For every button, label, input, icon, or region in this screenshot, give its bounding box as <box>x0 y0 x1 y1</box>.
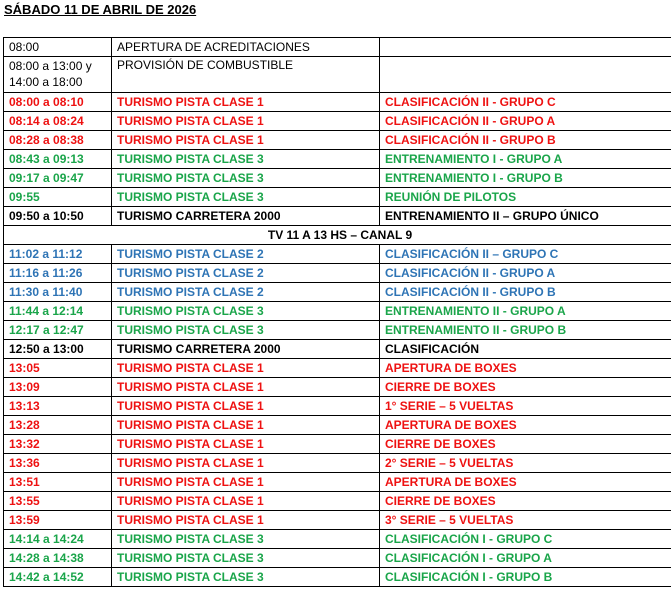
activity-cell: ENTRENAMIENTO II - GRUPO A <box>380 302 671 321</box>
time-cell: 11:44 a 12:14 <box>4 302 112 321</box>
activity-cell: CLASIFICACIÓN <box>380 340 671 359</box>
schedule-row <box>4 549 671 568</box>
activity-cell: CLASIFICACIÓN II - GRUPO B <box>380 283 671 302</box>
activity-cell: CLASIFICACIÓN I - GRUPO B <box>380 568 671 587</box>
category-cell: TURISMO PISTA CLASE 1 <box>112 397 380 416</box>
time-cell: 13:05 <box>4 359 112 378</box>
activity-cell: CIERRE DE BOXES <box>380 378 671 397</box>
schedule-row <box>4 188 671 207</box>
category-cell: TURISMO PISTA CLASE 3 <box>112 150 380 169</box>
schedule-row <box>4 150 671 169</box>
schedule-row <box>4 57 671 93</box>
time-cell: 14:14 a 14:24 <box>4 530 112 549</box>
schedule-row <box>4 397 671 416</box>
category-cell: TURISMO PISTA CLASE 3 <box>112 568 380 587</box>
activity-cell: ENTRENAMIENTO I - GRUPO B <box>380 169 671 188</box>
broadcast-note: TV 11 A 13 HS – CANAL 9 <box>4 226 671 245</box>
time-cell: 13:09 <box>4 378 112 397</box>
category-cell: TURISMO PISTA CLASE 1 <box>112 454 380 473</box>
activity-cell: CLASIFICACIÓN II - GRUPO C <box>380 93 671 112</box>
time-cell: 14:42 a 14:52 <box>4 568 112 587</box>
time-cell: 11:16 a 11:26 <box>4 264 112 283</box>
time-cell: 08:28 a 08:38 <box>4 131 112 150</box>
time-cell: 08:00 a 13:00 y 14:00 a 18:00 <box>4 57 112 93</box>
schedule-row <box>4 568 671 587</box>
schedule-row <box>4 511 671 530</box>
schedule-row <box>4 359 671 378</box>
schedule-row <box>4 283 671 302</box>
schedule-row <box>4 112 671 131</box>
activity-cell: CLASIFICACIÓN I - GRUPO C <box>380 530 671 549</box>
schedule-body <box>4 38 671 587</box>
activity-cell: APERTURA DE BOXES <box>380 416 671 435</box>
schedule-row <box>4 169 671 188</box>
category-cell: TURISMO PISTA CLASE 1 <box>112 473 380 492</box>
schedule-row <box>4 302 671 321</box>
activity-cell <box>380 38 671 57</box>
schedule-table <box>3 37 671 587</box>
activity-cell: CLASIFICACIÓN I - GRUPO A <box>380 549 671 568</box>
time-cell: 12:50 a 13:00 <box>4 340 112 359</box>
schedule-row <box>4 245 671 264</box>
time-cell: 13:32 <box>4 435 112 454</box>
schedule-row <box>4 378 671 397</box>
activity-cell: CIERRE DE BOXES <box>380 492 671 511</box>
time-cell: 11:30 a 11:40 <box>4 283 112 302</box>
category-cell: TURISMO CARRETERA 2000 <box>112 207 380 226</box>
category-cell: TURISMO PISTA CLASE 1 <box>112 492 380 511</box>
time-cell: 12:17 a 12:47 <box>4 321 112 340</box>
activity-cell: 1° SERIE – 5 VUELTAS <box>380 397 671 416</box>
category-cell: TURISMO PISTA CLASE 1 <box>112 131 380 150</box>
time-cell: 13:55 <box>4 492 112 511</box>
activity-cell: ENTRENAMIENTO II – GRUPO ÚNICO <box>380 207 671 226</box>
schedule-row <box>4 492 671 511</box>
schedule-row <box>4 93 671 112</box>
time-cell: 08:43 a 09:13 <box>4 150 112 169</box>
schedule-row <box>4 340 671 359</box>
activity-cell: 3° SERIE – 5 VUELTAS <box>380 511 671 530</box>
category-cell: TURISMO PISTA CLASE 1 <box>112 93 380 112</box>
time-cell: 13:13 <box>4 397 112 416</box>
time-cell: 13:28 <box>4 416 112 435</box>
time-cell: 09:17 a 09:47 <box>4 169 112 188</box>
category-cell: APERTURA DE ACREDITACIONES <box>112 38 380 57</box>
schedule-row <box>4 264 671 283</box>
activity-cell <box>380 57 671 93</box>
category-cell: TURISMO PISTA CLASE 2 <box>112 283 380 302</box>
activity-cell: ENTRENAMIENTO I - GRUPO A <box>380 150 671 169</box>
activity-cell: CLASIFICACIÓN II – GRUPO C <box>380 245 671 264</box>
activity-cell: CLASIFICACIÓN II - GRUPO A <box>380 112 671 131</box>
time-cell: 08:00 a 08:10 <box>4 93 112 112</box>
category-cell: TURISMO PISTA CLASE 1 <box>112 112 380 131</box>
category-cell: PROVISIÓN DE COMBUSTIBLE <box>112 57 380 93</box>
category-cell: TURISMO PISTA CLASE 1 <box>112 511 380 530</box>
broadcast-row <box>4 226 671 245</box>
schedule-row <box>4 416 671 435</box>
activity-cell: APERTURA DE BOXES <box>380 473 671 492</box>
category-cell: TURISMO PISTA CLASE 2 <box>112 245 380 264</box>
time-cell: 14:28 a 14:38 <box>4 549 112 568</box>
time-cell: 13:59 <box>4 511 112 530</box>
schedule-row <box>4 38 671 57</box>
category-cell: TURISMO PISTA CLASE 1 <box>112 435 380 454</box>
category-cell: TURISMO PISTA CLASE 2 <box>112 264 380 283</box>
category-cell: TURISMO PISTA CLASE 3 <box>112 530 380 549</box>
category-cell: TURISMO PISTA CLASE 1 <box>112 359 380 378</box>
schedule-row <box>4 131 671 150</box>
schedule-row <box>4 435 671 454</box>
activity-cell: ENTRENAMIENTO II - GRUPO B <box>380 321 671 340</box>
activity-cell: CLASIFICACIÓN II - GRUPO B <box>380 131 671 150</box>
category-cell: TURISMO PISTA CLASE 1 <box>112 416 380 435</box>
schedule-row <box>4 530 671 549</box>
activity-cell: 2° SERIE – 5 VUELTAS <box>380 454 671 473</box>
schedule-row <box>4 454 671 473</box>
time-cell: 09:50 a 10:50 <box>4 207 112 226</box>
activity-cell: APERTURA DE BOXES <box>380 359 671 378</box>
schedule-row <box>4 207 671 226</box>
category-cell: TURISMO PISTA CLASE 3 <box>112 321 380 340</box>
activity-cell: REUNIÓN DE PILOTOS <box>380 188 671 207</box>
category-cell: TURISMO PISTA CLASE 1 <box>112 378 380 397</box>
category-cell: TURISMO PISTA CLASE 3 <box>112 302 380 321</box>
time-cell: 13:36 <box>4 454 112 473</box>
category-cell: TURISMO PISTA CLASE 3 <box>112 188 380 207</box>
time-cell: 09:55 <box>4 188 112 207</box>
activity-cell: CIERRE DE BOXES <box>380 435 671 454</box>
category-cell: TURISMO PISTA CLASE 3 <box>112 549 380 568</box>
time-cell: 08:14 a 08:24 <box>4 112 112 131</box>
category-cell: TURISMO CARRETERA 2000 <box>112 340 380 359</box>
schedule-row <box>4 321 671 340</box>
page-title: SÁBADO 11 DE ABRIL DE 2026 <box>4 2 197 17</box>
category-cell: TURISMO PISTA CLASE 3 <box>112 169 380 188</box>
time-cell: 13:51 <box>4 473 112 492</box>
schedule-row <box>4 473 671 492</box>
activity-cell: CLASIFICACIÓN II - GRUPO A <box>380 264 671 283</box>
time-cell: 11:02 a 11:12 <box>4 245 112 264</box>
time-cell: 08:00 <box>4 38 112 57</box>
